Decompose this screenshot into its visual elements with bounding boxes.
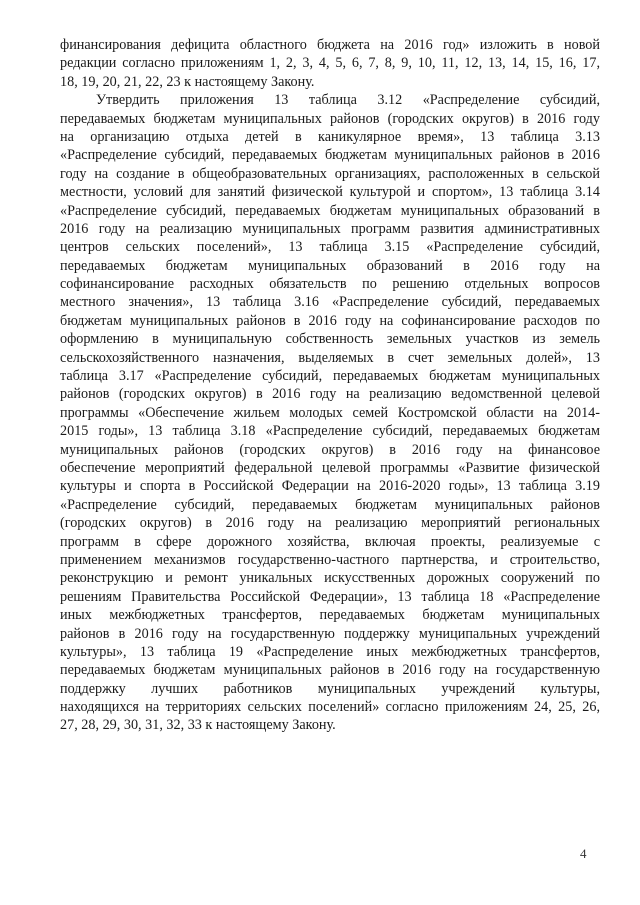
text-line: (городских округов) в 2016 году на реализацию мероприятий региональных <box>60 515 600 532</box>
text-line: обеспечение мероприятий федеральной целевой программы «Развитие физической <box>60 459 600 476</box>
text-line: районов в 2016 году на государственную поддержку муниципальных учреждений <box>60 625 600 642</box>
text-line: 27, 28, 29, 30, 31, 32, 33 к настоящему Закону. <box>60 717 336 734</box>
text-line: местного значения», 13 таблица 3.16 «Распределение субсидий, передаваемых <box>60 294 600 311</box>
text-line: передаваемых бюджетам муниципальных районов в 2016 году на государственную <box>60 662 600 679</box>
text-line: применением механизмов государственно-частного партнерства, и строительство, <box>60 551 600 568</box>
text-line: финансирования дефицита областного бюджета на 2016 год» изложить в новой <box>60 37 600 53</box>
text-line: решениям Правительства Российской Федерации», 13 таблица 18 «Распределение <box>60 588 600 605</box>
text-line: «Распределение субсидий, передаваемых бюджетам муниципальных районов в 2016 <box>60 147 600 164</box>
text-line: оформлению в муниципальную собственность земельных участков из земель <box>60 331 600 348</box>
page-number: 4 <box>580 846 587 861</box>
text-line: бюджетам муниципальных районов в 2016 году на софинансирование расходов по <box>60 312 600 329</box>
text-line: районов (городских округов) в 2016 году на реализацию ведомственной целевой <box>60 386 600 403</box>
text-line: «Распределение субсидий, передаваемых бюджетам муниципальных районов <box>60 496 600 513</box>
text-line: передаваемых бюджетам муниципальных районов (городских округов) в 2016 году <box>60 110 600 127</box>
text-line: на организацию отдыха детей в каникулярное время», 13 таблица 3.13 <box>60 128 600 145</box>
text-line: культуры и спорта в Российской Федерации на 2016-2020 годы», 13 таблица 3.19 <box>60 478 600 495</box>
text-line: муниципальных районов (городских округов) в 2016 году на финансовое <box>60 441 600 458</box>
text-line: году на создание в общеобразовательных организациях, расположенных в сельской <box>60 165 600 182</box>
text-line: редакции согласно приложениям 1, 2, 3, 4, 5, 6, 7, 8, 9, 10, 11, 12, 13, 14, 15, 16, 17, <box>60 55 600 72</box>
text-line: «Распределение субсидий, передаваемых бюджетам муниципальных образований в <box>60 202 600 219</box>
text-line: 2015 годы», 13 таблица 3.18 «Распределение субсидий, передаваемых бюджетам <box>60 423 600 440</box>
text-line: софинансирование расходных обязательств по решению отдельных вопросов <box>60 276 600 293</box>
paragraph-first-line: Утвердить приложения 13 таблица 3.12 «Распределение субсидий, <box>96 92 600 109</box>
text-line: поддержку лучших работников муниципальных учреждений культуры, <box>60 680 600 697</box>
document-page <box>60 36 600 735</box>
text-line: иных межбюджетных трансфертов, передаваемых бюджетам муниципальных <box>60 607 600 624</box>
text-line: программ в сфере дорожного хозяйства, включая проекты, реализуемые с <box>60 533 600 550</box>
text-line: таблица 3.17 «Распределение субсидий, передаваемых бюджетам муниципальных <box>60 368 600 385</box>
text-line: 2016 году на реализацию муниципальных программ развития административных <box>60 220 600 237</box>
text-line: центров сельских поселений», 13 таблица 3.15 «Распределение субсидий, <box>60 239 600 256</box>
text-line: находящихся на территориях сельских поселений» согласно приложениям 24, 25, 26, <box>60 699 600 716</box>
text-line: культуры», 13 таблица 19 «Распределение иных межбюджетных трансфертов, <box>60 643 600 660</box>
text-line: реконструкцию и ремонт уникальных искусственных дорожных сооружений по <box>60 570 600 587</box>
text-line: 18, 19, 20, 21, 22, 23 к настоящему Закону. <box>60 73 315 90</box>
text-line: программы «Обеспечение жильем молодых семей Костромской области на 2014- <box>60 404 600 421</box>
text-line: передаваемых бюджетам муниципальных образований в 2016 году на <box>60 257 600 274</box>
text-line: местности, условий для занятий физической культурой и спортом», 13 таблица 3.14 <box>60 184 600 201</box>
text-line: сельскохозяйственного назначения, выделяемых в счет земельных долей», 13 <box>60 349 600 366</box>
